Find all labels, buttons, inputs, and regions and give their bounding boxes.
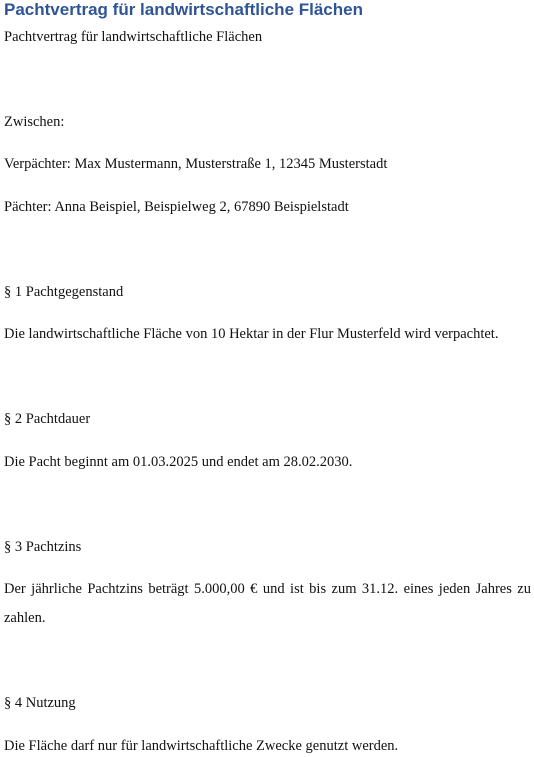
section-3-title: § 3 Pachtzins (4, 539, 82, 555)
lessor-line: Verpächter: Max Mustermann, Musterstraße 1, 12345 Musterstadt (4, 156, 388, 172)
section-4-text: Die Fläche darf nur für landwirtschaftliche Zwecke genutzt werden. (4, 738, 399, 754)
document-subtitle: Pachtvertrag für landwirtschaftliche Flächen (4, 29, 263, 45)
section-2-text: Die Pacht beginnt am 01.03.2025 und endet am 28.02.2030. (4, 454, 353, 470)
section-1-title: § 1 Pachtgegenstand (4, 284, 124, 300)
between-label: Zwischen: (4, 114, 65, 130)
section-1-text: Die landwirtschaftliche Fläche von 10 Hektar in der Flur Musterfeld wird verpachtet. (4, 326, 499, 342)
document-heading: Pachtvertrag für landwirtschaftliche Flächen (4, 0, 363, 19)
lessee-line: Pächter: Anna Beispiel, Beispielweg 2, 67890 Beispielstadt (4, 199, 349, 215)
section-2-title: § 2 Pachtdauer (4, 411, 91, 427)
section-3-text-line-1: Der jährliche Pachtzins beträgt 5.000,00 € und ist bis zum 31.12. eines jeden Jahres zu (4, 581, 531, 597)
section-3-text-line-2: zahlen. (4, 610, 46, 626)
section-4-title: § 4 Nutzung (4, 695, 76, 711)
